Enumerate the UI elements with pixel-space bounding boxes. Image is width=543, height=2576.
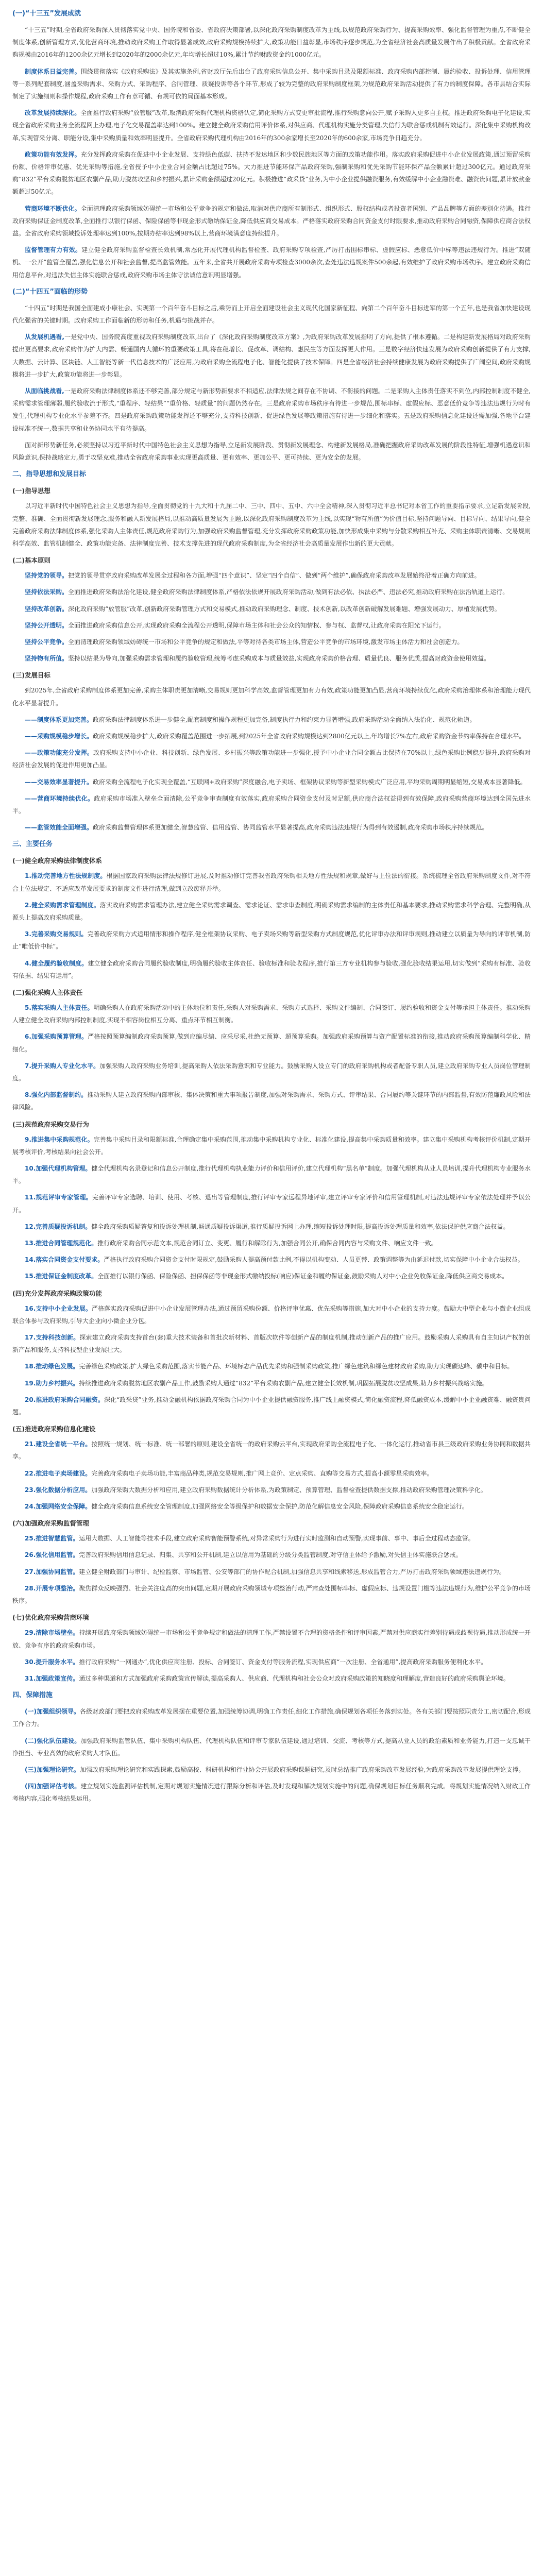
paragraph (12, 148, 531, 198)
paragraph-text: 持续开展政府采购领域妨碍统一市场和公平竞争规定和做法的清理工作,严禁设置不合理的资格条件和评审因素,严禁对供应商实行差别待遇或歧视待遇,推动形成统一开放、竞争有序的政府采购市场。 (12, 1629, 531, 1649)
paragraph (12, 1484, 531, 1496)
paragraph-text: 完善政府采购方式适用情形和操作程序,健全框架协议采购、电子卖场采购等新型采购方式制度规范,优化评审办法和评审规则,推动建立以质量为导向的评审机制,防止“唯低价中标”。 (12, 930, 531, 951)
paragraph (12, 1133, 531, 1158)
paragraph (12, 439, 531, 464)
subsection-heading: (五)推进政府采购信息化建设 (12, 1425, 96, 1433)
paragraph (12, 1500, 531, 1513)
paragraph-text: “十三五”时期,全省政府采购深入贯彻落实党中央、国务院和省委、省政府决策部署,以深化政府采购制度改革为主线,以规范政府采购行为、提高采购效率、强化监督管理为重点,不断健全制度体系,创新管理方式,优化营商环境,推动政府采购工作取得显著成效,政府采购规模持续扩大,政策功能日益彰显,市场秩序逐步规范,为全省经济社会高质量发展作出了积极贡献。全省政府采购规模由2016年的1200余亿元增长到2020年的2000余亿元,年均增长超过10%,累计节约财政资金约1000亿元。 (12, 26, 531, 59)
paragraph (12, 1002, 531, 1026)
section-heading: 二、指导思想和发展目标 (12, 470, 87, 479)
paragraph-lead: 监督管理有力有效。 (25, 246, 82, 254)
subsection-heading: (二)基本原则 (12, 556, 50, 565)
paragraph-text: 健全政府采购质疑答复和投诉处理机制,畅通质疑投诉渠道,推行质疑投诉网上办理,缩短投诉处理时限,提高投诉处理质量和效率,依法保护供应商合法权益。 (91, 1223, 510, 1230)
paragraph-text: 一是政府采购法律制度体系还不够完善,部分规定与新形势新要求不相适应,法律法规之间存在不协调、不衔接的问题。二是采购人主体责任落实不到位,内部控制制度不健全,采购需求管理薄弱,履约验收流于形式,“重程序、轻结果”“重价格、轻质量”的问题仍然存在。三是政府采购市场秩序有待进一步规范,围标串标、虚假应标、恶意低价竞争等违法违规行为时有发生,代理机构专业化水平参差不齐。四是政府采购政策功能发挥还不够充分,支持科技创新、促进绿色发展等政策措施有待进一步细化和落实。五是政府采购信息化建设还需加强,各地平台建设标准不统一,数据共享和业务协同水平有待提高。 (12, 387, 531, 432)
paragraph (12, 636, 531, 648)
paragraph-text: 加强采购人政府采购业务培训,提高采购人依法采购意识和专业能力。鼓励采购人设立专门的政府采购机构或者配备专职人员,建立政府采购专业人员岗位管理制度。 (12, 1062, 531, 1082)
subsection-heading: (三)发展目标 (12, 671, 50, 680)
paragraph-lead: 坚持依法采购。 (25, 588, 69, 596)
paragraph-lead: 政策功能有效发挥。 (25, 150, 81, 158)
paragraph-text: 持续推进政府采购脱贫地区农副产品工作,鼓励采购人通过“832”平台采购农副产品,建立健全长效机制,巩固拓展脱贫攻坚成果,助力乡村振兴战略实施。 (79, 1379, 488, 1387)
paragraph-lead: 23.强化数据分析应用。 (25, 1486, 92, 1494)
paragraph-lead: 坚持公开透明。 (25, 621, 69, 629)
paragraph (12, 776, 531, 788)
paragraph-lead: 营商环境不断优化。 (25, 205, 81, 212)
section-heading: (一)“十三五”发展成就 (12, 10, 81, 18)
paragraph-text: 建立健全政府采购合同履约验收制度,明确履约验收主体责任、验收标准和验收程序,推行第三方专业机构参与验收,强化验收结果运用,切实做到“采购有标准、验收有依据、结果有运用”。 (12, 959, 531, 979)
paragraph-text: 政府采购全流程电子化实现全覆盖,“互联网+政府采购”深度融合,电子卖场、框架协议采购等新型采购模式广泛应用,平均采购周期明显缩短,交易成本显著降低。 (93, 778, 527, 786)
paragraph (12, 1162, 531, 1187)
paragraph-text: 全面清理政府采购领域妨碍统一市场和公平竞争的规定和做法,取消对供应商所有制形式、组织形式、股权结构或者投资者国别、产品品牌等方面的差别化待遇。推行政府采购保证金制度改革,全面推行以银行保函、保险保函等非现金形式缴纳保证金,降低供应商交易成本。严格落实政府采购合同资金支付时限要求,推动政府采购合同融资,保障供应商合法权益。全省政府采购领域投诉处理率达到100%,按期办结率达到98%以上,营商环境满意度持续提升。 (12, 205, 531, 238)
paragraph-text: “十四五”时期是我国全面建成小康社会、实现第一个百年奋斗目标之后,乘势而上开启全面建设社会主义现代化国家新征程、向第二个百年奋斗目标进军的第一个五年,也是我省加快建设现代化强省的关键时期。政府采购工作面临新的形势和任务,机遇与挑战并存。 (12, 304, 531, 325)
paragraph (12, 1672, 531, 1685)
paragraph-text: 完善政府采购信用信息记录、归集、共享和公开机制,建立以信用为基础的分级分类监管制度,对守信主体给予激励,对失信主体实施联合惩戒。 (79, 1551, 462, 1559)
paragraph (12, 202, 531, 240)
paragraph-text: 完善政府采购电子卖场功能,丰富商品种类,规范交易规则,推广网上竞价、定点采购、直购等交易方式,提高小额零星采购效率。 (91, 1469, 433, 1477)
paragraph-text: 政府采购支持中小企业、科技创新、绿色发展、乡村振兴等政策功能进一步强化,授予中小企业合同金额占比保持在70%以上,绿色采购比例稳步提升,政府采购对经济社会发展的促进作用更加凸显。 (12, 749, 531, 769)
paragraph-lead: 10.加强代理机构管理。 (25, 1165, 92, 1173)
paragraph-text: 健全代理机构名录登记和信息公开制度,推行代理机构执业能力评价和信用评价,建立代理机构“黑名单”制度。加强代理机构从业人员培训,提升代理机构专业服务水平。 (12, 1165, 531, 1185)
paragraph-text: 充分发挥政府采购在促进中小企业发展、支持绿色低碳、扶持不发达地区和少数民族地区等方面的政策功能作用。落实政府采购促进中小企业发展政策,通过预留采购份额、价格评审优惠、优先采购等措施,全省授予中小企业合同金额占比超过75%。大力推进节能环保产品政府采购,强制采购和优先采购节能环保产品金额累计超过300亿元。通过政府采购“832”平台采购脱贫地区农副产品,助力脱贫攻坚和乡村振兴,累计采购金额超过20亿元。积极推进“政采贷”业务,为中小企业提供融资服务,有效缓解中小企业融资难、融资贵问题,累计放款金额超过50亿元。 (12, 150, 531, 196)
paragraph (12, 1221, 531, 1233)
paragraph-lead: 改革发展持续深化。 (25, 109, 81, 117)
paragraph-lead: ——政策功能充分发挥。 (25, 749, 93, 757)
paragraph (12, 1566, 531, 1578)
section-heading: (二)“十四五”面临的形势 (12, 287, 88, 296)
paragraph (12, 1438, 531, 1463)
paragraph (12, 1780, 531, 1805)
paragraph (12, 1656, 531, 1668)
paragraph-lead: 7.提升采购人专业化水平。 (25, 1062, 100, 1070)
subsection-heading: (三)规范政府采购交易行为 (12, 1120, 89, 1128)
paragraph-text: 落实政府采购需求管理办法,建立健全采购需求调查、需求论证、需求审查制度,明确采购需求编制的主体责任和基本要求,推动采购需求科学合理、完整明确,从源头上提高政府采购质量。 (12, 901, 531, 921)
paragraph-text: 全面推进政府采购法治化建设,健全政府采购法律制度体系,严格依法依规开展政府采购活动,做到有法必依、执法必严、违法必究,推动政府采购在法治轨道上运行。 (68, 588, 509, 596)
paragraph (12, 1253, 531, 1266)
paragraph-lead: 17.支持科技创新。 (25, 1334, 80, 1342)
paragraph-text: 面对新形势新任务,必须坚持以习近平新时代中国特色社会主义思想为指导,立足新发展阶段、贯彻新发展理念、构建新发展格局,准确把握政府采购改革发展的阶段性特征,增强机遇意识和风险意识,保持战略定力,勇于攻坚克难,推动全省政府采购事业实现更高质量、更有效率、更加公平、更可持续、更为安全的发展。 (12, 441, 531, 462)
paragraph-lead: 22.推进电子卖场建设。 (25, 1469, 92, 1477)
paragraph-lead: 坚持物有所值。 (25, 655, 69, 663)
paragraph-lead: 5.落实采购人主体责任。 (25, 1004, 94, 1011)
paragraph (12, 569, 531, 582)
paragraph-lead: 12.完善质疑投诉机制。 (25, 1223, 92, 1230)
paragraph-lead: 4.健全履约验收制度。 (25, 959, 88, 967)
paragraph-text: 以习近平新时代中国特色社会主义思想为指导,全面贯彻党的十九大和十九届二中、三中、四中、五中、六中全会精神,深入贯彻习近平总书记对本省工作的重要指示要求,立足新发展阶段,完整、准确、全面贯彻新发展理念,服务和融入新发展格局,以推动高质量发展为主题,以深化政府采购制度改革为主线,以实现“物有所值”为价值目标,坚持问题导向、目标导向、结果导向,健全完善政府采购法律制度体系,强化采购人主体责任,规范政府采购行为,加强政府采购监督管理,充分发挥政府采购政策功能,加快形成集中采购与分散采购相互补充、采购主体职责清晰、交易规则科学高效、监管机制健全、政策功能完备、法律制度完善、技术支撑先进的现代政府采购制度,为全省经济社会高质量发展作出新的更大贡献。 (12, 502, 531, 547)
paragraph (12, 1626, 531, 1651)
paragraph (12, 1360, 531, 1372)
paragraph-lead: 19.助力乡村振兴。 (25, 1379, 79, 1387)
paragraph (12, 1377, 531, 1389)
paragraph-text: 各级财政部门要把政府采购改革发展摆在重要位置,加强统筹协调,明确工作责任,细化工作措施,确保规划各项任务落到实处。各有关部门要按照职责分工,密切配合,形成工作合力。 (12, 1708, 531, 1728)
paragraph-text: 严格执行政府采购合同资金支付时限规定,鼓励采购人提高预付款比例,不得以机构变动、人员更替、政策调整等为由延迟付款,切实保障中小企业合法权益。 (104, 1256, 524, 1264)
paragraph (12, 385, 531, 435)
paragraph-text: 推行政府采购“一网通办”,优化供应商注册、投标、合同签订、资金支付等服务流程,实现供应商“一次注册、全省通用”,提高政府采购服务便利化水平。 (79, 1658, 487, 1666)
paragraph (12, 652, 531, 665)
paragraph (12, 928, 531, 953)
paragraph-text: 深化政府采购“放管服”改革,创新政府采购管理方式和交易模式,推动政府采购理念、制度、技术创新,以改革创新破解发展难题、增强发展动力、厚植发展优势。 (68, 605, 501, 613)
paragraph-text: 建立规划实施监测评估机制,定期对规划实施情况进行跟踪分析和评估,及时发现和解决规划实施中的问题,确保规划目标任务顺利完成。将规划实施情况纳入财政工作考核内容,强化考核结果运用。 (12, 1783, 531, 1803)
paragraph-text: 建立健全政府采购监督检查长效机制,常态化开展代理机构监督检查、政府采购专项检查,严厉打击围标串标、虚假应标、恶意低价中标等违法违规行为。推进“双随机、一公开”监管全覆盖,强化信息公开和社会监督,提高监管效能。五年来,全省共开展政府采购专项检查3000余次,查处违法违规案件500余起,有效维护了政府采购市场秩序。建立政府采购信用信息平台,对违法失信主体实施联合惩戒,政府采购市场主体守法诚信意识明显增强。 (12, 246, 531, 279)
paragraph (12, 957, 531, 982)
paragraph-lead: 27.加强协同监管。 (25, 1568, 79, 1575)
paragraph-lead: 坚持党的领导。 (25, 572, 69, 580)
paragraph-lead: ——制度体系更加完善。 (25, 716, 93, 723)
paragraph (12, 870, 531, 894)
paragraph (12, 1191, 531, 1216)
paragraph-text: 加强政府采购大数据分析和应用,建立政府采购数据统计分析体系,为政策制定、预算管理、监督检查提供数据支撑,推动政府采购管理决策科学化。 (91, 1486, 487, 1494)
paragraph-text: 健全政府采购信息系统安全管理制度,加强网络安全等级保护和数据安全保护,防范化解信息安全风险,保障政府采购信息系统安全稳定运行。 (91, 1503, 468, 1511)
paragraph-text: 完善评审专家选聘、培训、使用、考核、退出等管理制度,推行评审专家远程异地评审,建立评审专家评价和信用管理机制,对违法违规评审专家依法处理并予以公开。 (12, 1194, 531, 1214)
paragraph-lead: 9.推进集中采购规范化。 (25, 1136, 94, 1143)
paragraph (12, 1089, 531, 1113)
paragraph (12, 714, 531, 726)
paragraph-text: 通过多种渠道和方式加强政府采购政策宣传解读,提高采购人、供应商、代理机构和社会公众对政府采购政策的知晓度和理解度,营造良好的政府采购舆论环境。 (79, 1674, 510, 1682)
paragraph-text: 加强政府采购监管队伍、集中采购机构队伍、代理机构队伍和评审专家队伍建设,通过培训、交流、考核等方式,提高从业人员的政治素质和业务能力,打造一支忠诚干净担当、专业高效的政府采购人才队伍。 (12, 1737, 531, 1757)
paragraph-text: 全面清理政府采购领域妨碍统一市场和公平竞争的规定和做法,平等对待各类市场主体,营造公平竞争的市场环境,激发市场主体活力和社会创造力。 (68, 638, 464, 646)
paragraph-text: 探索建立政府采购支持首台(套)重大技术装备和首批次新材料、首版次软件等创新产品的制度机制,推动创新产品的推广应用。鼓励采购人采购具有自主知识产权的创新产品和服务,支持科技型企业发展壮大。 (12, 1334, 531, 1354)
paragraph-text: 完善集中采购目录和限额标准,合理确定集中采购范围,推动集中采购机构专业化、标准化建设,提高集中采购质量和效率。建立集中采购机构考核评价机制,定期开展考核评价,考核结果向社会公开。 (12, 1136, 531, 1156)
paragraph (12, 1582, 531, 1607)
paragraph-lead: 25.推进智慧监管。 (25, 1535, 79, 1543)
subsection-heading: (一)指导思想 (12, 487, 50, 495)
subsection-heading: (一)健全政府采购法律制度体系 (12, 857, 102, 865)
paragraph-lead: 31.加强政策宣传。 (25, 1674, 79, 1682)
paragraph-text: 全面推行以银行保函、保险保函、担保保函等非现金形式缴纳投标(响应)保证金和履约保证金,鼓励采购人对中小企业免收保证金,降低供应商交易成本。 (97, 1273, 508, 1280)
paragraph-lead: 11.规范评审专家管理。 (25, 1194, 92, 1201)
paragraph-lead: 20.推进政府采购合同融资。 (25, 1396, 105, 1403)
paragraph (12, 1549, 531, 1561)
paragraph-text: 政府采购法律制度体系进一步健全,配套制度和操作规程更加完备,制度执行力和约束力显著增强,政府采购活动全面纳入法治化、规范化轨道。 (93, 716, 476, 723)
paragraph (12, 899, 531, 924)
paragraph-lead: (一)加强组织领导。 (25, 1708, 80, 1716)
paragraph-text: 根据国家政府采购法律法规修订进展,及时推动修订完善我省政府采购相关地方性法规和规章,做好与上位法的衔接。系统梳理全省政府采购制度文件,对不符合上位法规定、不适应改革发展要求的制度文件进行清理,做到立改废释并举。 (12, 872, 531, 892)
paragraph-lead: 14.落实合同资金支付要求。 (25, 1256, 104, 1264)
paragraph (12, 1764, 531, 1776)
paragraph (12, 302, 531, 327)
paragraph-text: 到2025年,全省政府采购制度体系更加完善,采购主体职责更加清晰,交易规则更加科学高效,监督管理更加有力有效,政策功能更加凸显,营商环境持续优化,政府采购治理体系和治理能力现代化水平显著提升。 (12, 687, 531, 707)
paragraph-text: 严格按照预算编制政府采购预算,做到应编尽编、应采尽采,杜绝无预算、超预算采购。加强政府采购预算与资产配置标准的衔接,推动政府采购预算编制科学化、精细化。 (12, 1033, 531, 1053)
paragraph-lead: 1.推动完善地方性法规制度。 (25, 872, 107, 880)
paragraph (12, 1060, 531, 1084)
paragraph-lead: 18.推动绿色发展。 (25, 1363, 79, 1370)
section-heading: 三、主要任务 (12, 840, 53, 849)
paragraph (12, 1030, 531, 1055)
paragraph-lead: 24.加强网络安全保障。 (25, 1503, 92, 1511)
paragraph-lead: 坚持公平竞争。 (25, 638, 69, 646)
subsection-heading: (四)充分发挥政府采购政策功能 (12, 1289, 102, 1297)
paragraph-text: 聚焦群众反映强烈、社会关注度高的突出问题,定期开展政府采购领域专项整治行动,严肃查处围标串标、虚假应标、违规设置门槛等违法违规行为,维护公平竞争的市场秩序。 (12, 1584, 531, 1605)
paragraph (12, 586, 531, 598)
paragraph-lead: 6.加强采购预算管理。 (25, 1033, 88, 1041)
paragraph (12, 1532, 531, 1545)
paragraph-text: 坚持以结果为导向,加强采购需求管理和履约验收管理,统筹考虑采购成本与质量效益,实现政府采购价格合理、质量优良、服务优质,提高财政资金使用效益。 (68, 655, 490, 663)
paragraph-lead: 从面临挑战看, (25, 387, 64, 395)
paragraph (12, 1302, 531, 1327)
paragraph-text: 按照统一规划、统一标准、统一部署的原则,建设全省统一的政府采购云平台,实现政府采购全流程电子化、一体化运行,推动省市县三级政府采购业务协同和数据共享。 (12, 1440, 531, 1461)
paragraph-text: 一是党中央、国务院高度重视政府采购制度改革,出台了《深化政府采购制度改革方案》,为政府采购改革发展指明了方向,提供了根本遵循。二是构建新发展格局对政府采购提出更高要求,政府采购作为扩大内需、畅通国内大循环的重要政策工具,将在稳增长、促改革、调结构、惠民生等方面发挥更大作用。三是数字经济快速发展为政府采购创新提供了有力支撑,大数据、云计算、区块链、人工智能等新一代信息技术的广泛应用,为政府采购全流程电子化、智能化提供了技术保障。四是全省经济社会持续健康发展为政府采购提供了广阔空间,政府采购规模将进一步扩大,政策功能将进一步彰显。 (12, 333, 531, 378)
paragraph-lead: (四)加强评估考核。 (25, 1783, 81, 1790)
paragraph-lead: ——营商环境持续优化。 (25, 794, 94, 802)
paragraph (12, 684, 531, 709)
paragraph (12, 747, 531, 771)
paragraph-lead: 28.开展专项整治。 (25, 1584, 79, 1592)
paragraph (12, 1331, 531, 1356)
paragraph (12, 821, 531, 834)
paragraph-lead: 29.清除市场壁垒。 (25, 1629, 79, 1637)
subsection-heading: (二)强化采购人主体责任 (12, 988, 83, 996)
paragraph-text: 政府采购监督管理体系更加健全,智慧监管、信用监管、协同监管水平显著提高,政府采购违法违规行为得到有效遏制,政府采购市场秩序持续规范。 (93, 824, 488, 832)
paragraph-lead: 制度体系日益完善。 (25, 67, 81, 75)
paragraph-text: 完善绿色采购政策,扩大绿色采购范围,落实节能产品、环境标志产品优先采购和强制采购政策,推广绿色建筑和绿色建材政府采购,助力实现碳达峰、碳中和目标。 (79, 1363, 514, 1370)
paragraph (12, 107, 531, 144)
paragraph-text: 深化“政采贷”业务,推动金融机构依据政府采购合同为中小企业提供融资服务,推广线上融资模式,简化融资流程,降低融资成本,缓解中小企业融资难、融资贵问题。 (12, 1396, 531, 1416)
paragraph (12, 244, 531, 281)
paragraph-lead: 16.支持中小企业发展。 (25, 1304, 92, 1312)
paragraph-text: 推动采购人建立政府采购内部审核、集体决策和重大事项报告制度,加强对采购需求、采购方式、评审结果、合同履约等关键环节的内部监督,有效防范廉政风险和法律风险。 (12, 1091, 531, 1111)
paragraph-text: 政府采购市场准入壁垒全面清除,公平竞争审查制度有效落实,政府采购合同资金支付及时足额,供应商合法权益得到有效保障,政府采购营商环境达到全国先进水平。 (12, 794, 531, 815)
paragraph-text: 政府采购规模稳步扩大,政府采购覆盖范围进一步拓展,到2025年全省政府采购规模达到2800亿元以上,年均增长7%左右,政府采购资金节约率保持在合理水平。 (93, 732, 525, 740)
paragraph-text: 全面推行政府采购“放管服”改革,取消政府采购代理机构资格认定,简化采购方式变更审批流程,推行采购意向公开,赋予采购人更多自主权。推进政府采购电子化建设,实现全省政府采购业务全流程网上办理,电子化交易覆盖率达到100%。建立健全政府采购信用评价体系,对供应商、代理机构实施分类管理,失信行为联合惩戒机制有效运行。深化集中采购机构改革,实现管采分离、职能分设,集中采购质量和效率明显提升。全省政府采购代理机构由2016年的300余家增长至2020年的600余家,市场竞争日趋充分。 (12, 109, 531, 142)
paragraph-lead: 8.强化内部监督制约。 (25, 1091, 88, 1099)
paragraph (12, 1237, 531, 1249)
paragraph-text: 运用大数据、人工智能等技术手段,建立政府采购智能预警系统,对异常采购行为进行实时监测和自动预警,实现事前、事中、事后全过程动态监管。 (79, 1535, 474, 1543)
paragraph-lead: 2.健全采购需求管理制度。 (25, 901, 100, 909)
paragraph-lead: 15.推进保证金制度改革。 (25, 1273, 98, 1280)
paragraph-lead: ——采购规模稳步增长。 (25, 732, 93, 740)
paragraph-lead: 26.强化信用监管。 (25, 1551, 79, 1559)
paragraph-lead: (二)强化队伍建设。 (25, 1737, 81, 1744)
subsection-heading: (七)优化政府采购营商环境 (12, 1614, 89, 1622)
paragraph (12, 1394, 531, 1418)
paragraph (12, 24, 531, 61)
paragraph-lead: ——监管效能全面增强。 (25, 824, 93, 832)
paragraph-lead: 坚持改革创新。 (25, 605, 69, 613)
paragraph-text: 全面推进政府采购信息公开,实现政府采购全流程公开透明,保障市场主体和社会公众的知情权、参与权、监督权,让政府采购在阳光下运行。 (68, 621, 445, 629)
paragraph-lead: 3.完善采购交易规则。 (25, 930, 88, 938)
paragraph (12, 331, 531, 381)
paragraph (12, 65, 531, 103)
paragraph (12, 603, 531, 615)
paragraph-text: 严格落实政府采购促进中小企业发展管理办法,通过预留采购份额、价格评审优惠、优先采购等措施,加大对中小企业的支持力度。鼓励大中型企业与小微企业组成联合体参与政府采购,引导大企业向小微企业分包。 (12, 1304, 531, 1325)
paragraph (12, 500, 531, 550)
paragraph-text: 把党的领导贯穿政府采购改革发展全过程和各方面,增强“四个意识”、坚定“四个自信”、做到“两个维护”,确保政府采购改革发展始终沿着正确方向前进。 (68, 572, 481, 580)
paragraph (12, 619, 531, 632)
paragraph-text: 明确采购人在政府采购活动中的主体地位和责任,采购人对采购需求、采购方式选择、采购文件编制、合同签订、履约验收和资金支付等承担主体责任。推动采购人建立健全政府采购内部控制制度,实现不相容岗位相互分离、重点环节相互制衡。 (12, 1004, 531, 1024)
section-heading: 四、保障措施 (12, 1691, 53, 1700)
paragraph (12, 730, 531, 742)
paragraph (12, 1705, 531, 1730)
paragraph-lead: (三)加强理论研究。 (25, 1766, 80, 1773)
paragraph-text: 围绕贯彻落实《政府采购法》及其实施条例,省财政厅先后出台了政府采购信息公开、集中采购目录及限额标准、政府采购内部控制、履约验收、投诉处理、信用管理等一系列配套制度,涵盖采购需求、采购方式、采购程序、合同管理、质疑投诉等各个环节,形成了较为完整的政府采购制度框架,为规范政府采购活动提供了有力的制度保障。各市县结合实际制定了实施细则和操作规程,政府采购工作有章可循、有规可依的局面基本形成。 (12, 67, 531, 100)
paragraph-lead: 30.提升服务水平。 (25, 1658, 79, 1666)
paragraph (12, 1735, 531, 1759)
paragraph-text: 建立健全财政部门与审计、纪检监察、市场监管、公安等部门的协作配合机制,加强信息共享和线索移送,形成监管合力,严厉打击政府采购领域违法违规行为。 (79, 1568, 505, 1575)
paragraph-text: 加强政府采购理论研究和实践探索,鼓励高校、科研机构和行业协会开展政府采购课题研究,及时总结推广政府采购改革发展经验,为政府采购改革发展提供理论支撑。 (79, 1766, 525, 1773)
paragraph-lead: ——交易效率显著提升。 (25, 778, 93, 786)
paragraph-text: 推行政府采购合同示范文本,规范合同订立、变更、履行和解除行为,加强合同公开,确保合同内容与采购文件、响应文件一致。 (97, 1240, 437, 1247)
paragraph (12, 792, 531, 817)
paragraph-lead: 从发展机遇看, (25, 333, 64, 341)
paragraph (12, 1270, 531, 1282)
paragraph-lead: 13.推进合同管理规范化。 (25, 1240, 98, 1247)
paragraph (12, 1467, 531, 1480)
subsection-heading: (六)加强政府采购监督管理 (12, 1519, 89, 1528)
paragraph-lead: 21.建设全省统一平台。 (25, 1440, 92, 1448)
